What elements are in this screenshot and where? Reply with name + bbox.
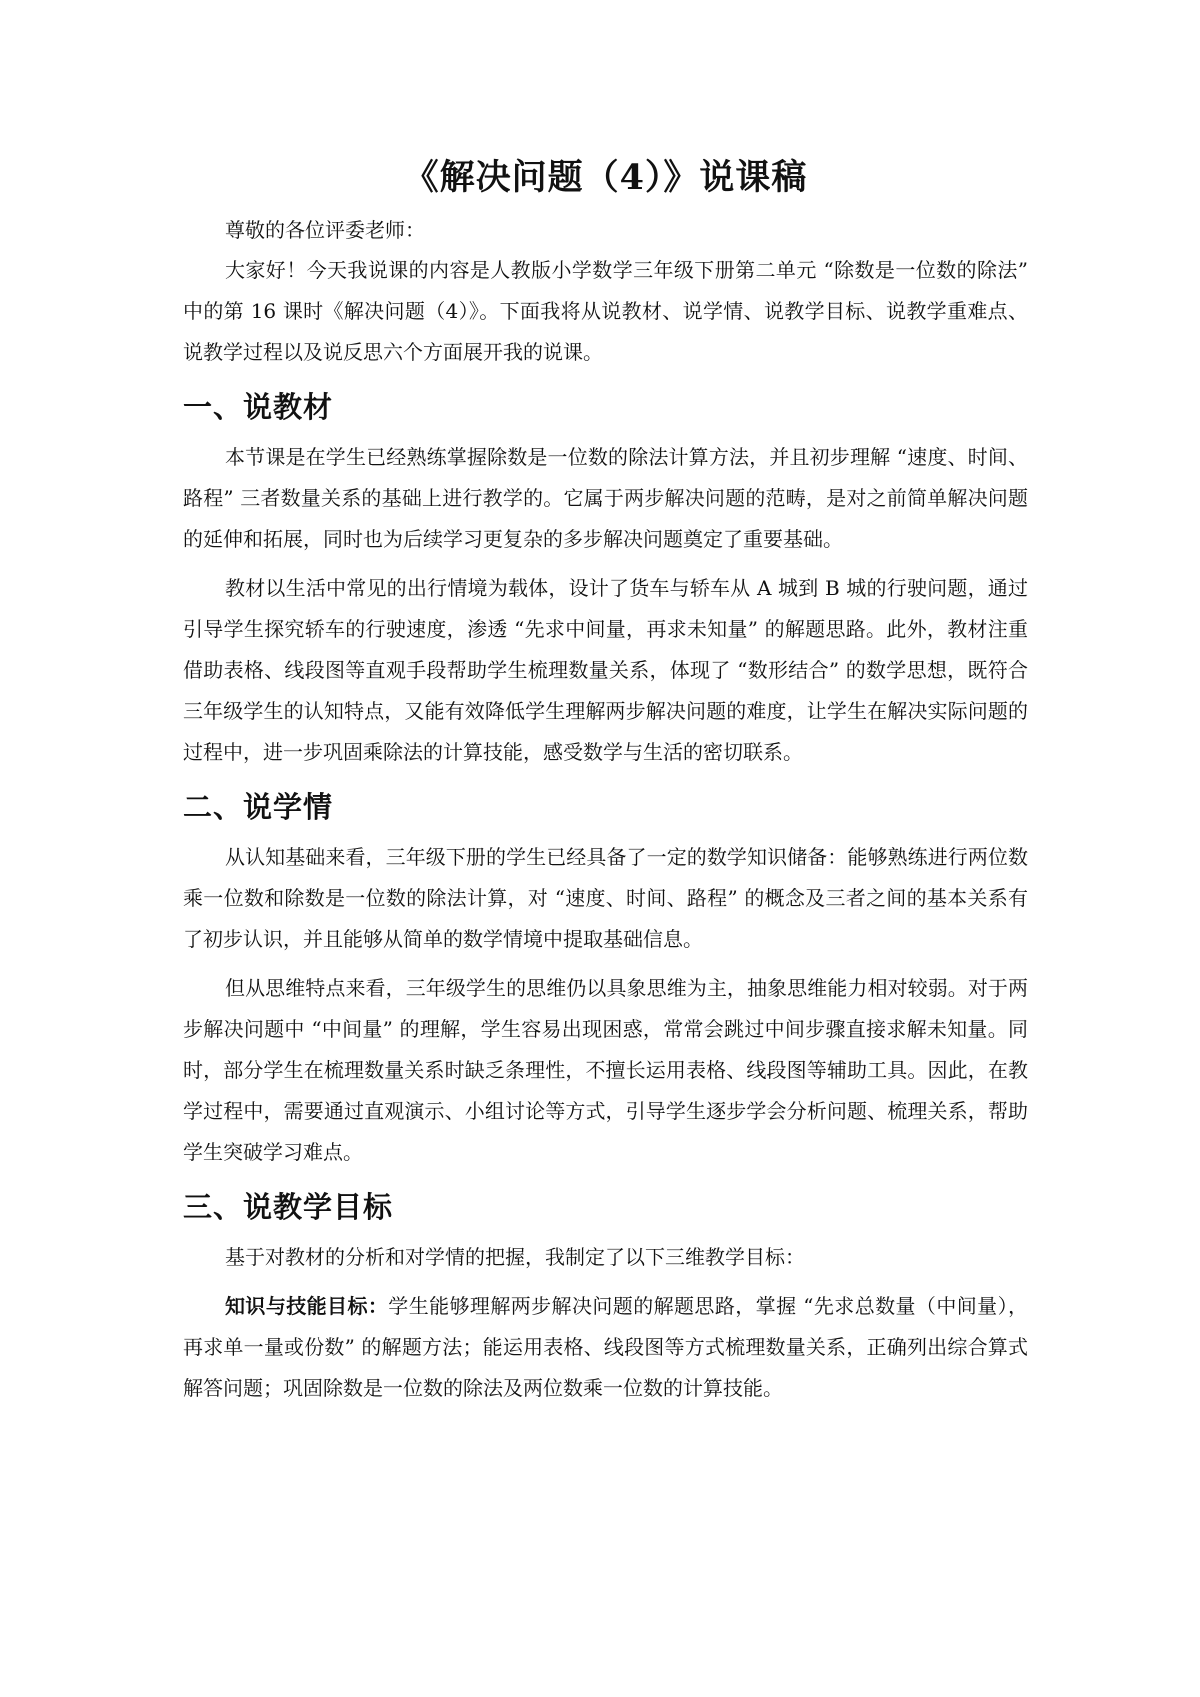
document-body [183, 150, 1028, 1417]
section-heading-learners: 二、说学情 [183, 790, 334, 824]
knowledge-skill-goal-paragraph [183, 1286, 1028, 1409]
document-title: 《解决问题（4）》说课稿 [403, 157, 808, 198]
section-heading-goals: 三、说教学目标 [183, 1190, 394, 1224]
textbook-paragraph-2: 教材以生活中常见的出行情境为载体，设计了货车与轿车从 A 城到 B 城的行驶问题，通过引导学生探究轿车的行驶速度，渗透 “先求中间量，再求未知量” 的解题思路。此外，教材注重借助表格、线段图等直观手段帮助学生梳理数量关系，体现了 “数形结合” 的数学思想，既符合三年级学生的认知特点，又能有效降低学生理解两步解决问题的难度，让学生在解决实际问题的过程中，进一步巩固乘除法的计算技能，感受数学与生活的密切联系。 [183, 576, 1028, 764]
intro-paragraph: 大家好！今天我说课的内容是人教版小学数学三年级下册第二单元 “除数是一位数的除法” 中的第 16 课时《解决问题（4）》。下面我将从说教材、说学情、说教学目标、说教学重难点、说教学过程以及说反思六个方面展开我的说课。 [183, 258, 1028, 364]
learners-paragraph-2: 但从思维特点来看，三年级学生的思维仍以具象思维为主，抽象思维能力相对较弱。对于两步解决问题中 “中间量” 的理解，学生容易出现困惑，常常会跳过中间步骤直接求解未知量。同时，部分学生在梳理数量关系时缺乏条理性，不擅长运用表格、线段图等辅助工具。因此，在教学过程中，需要通过直观演示、小组讨论等方式，引导学生逐步学会分析问题、梳理关系，帮助学生突破学习难点。 [183, 976, 1028, 1164]
knowledge-skill-goal-text: 学生能够理解两步解决问题的解题思路，掌握 “先求总数量（中间量），再求单一量或份数” 的解题方法；能运用表格、线段图等方式梳理数量关系，正确列出综合算式解答问题；巩固除数是一位数的除法及两位数乘一位数的计算技能。 [183, 1294, 1028, 1400]
textbook-paragraph-1: 本节课是在学生已经熟练掌握除数是一位数的除法计算方法，并且初步理解 “速度、时间、路程” 三者数量关系的基础上进行教学的。它属于两步解决问题的范畴，是对之前简单解决问题的延伸和拓展，同时也为后续学习更复杂的多步解决问题奠定了重要基础。 [183, 445, 1028, 551]
knowledge-skill-goal-label: 知识与技能目标： [225, 1294, 389, 1318]
learners-paragraph-1: 从认知基础来看，三年级下册的学生已经具备了一定的数学知识储备：能够熟练进行两位数乘一位数和除数是一位数的除法计算，对 “速度、时间、路程” 的概念及三者之间的基本关系有了初步认识，并且能够从简单的数学情境中提取基础信息。 [183, 845, 1028, 951]
section-heading-textbook: 一、说教材 [183, 390, 334, 424]
salutation: 尊敬的各位评委老师： [225, 218, 425, 242]
goals-intro-paragraph: 基于对教材的分析和对学情的把握，我制定了以下三维教学目标： [225, 1245, 805, 1269]
